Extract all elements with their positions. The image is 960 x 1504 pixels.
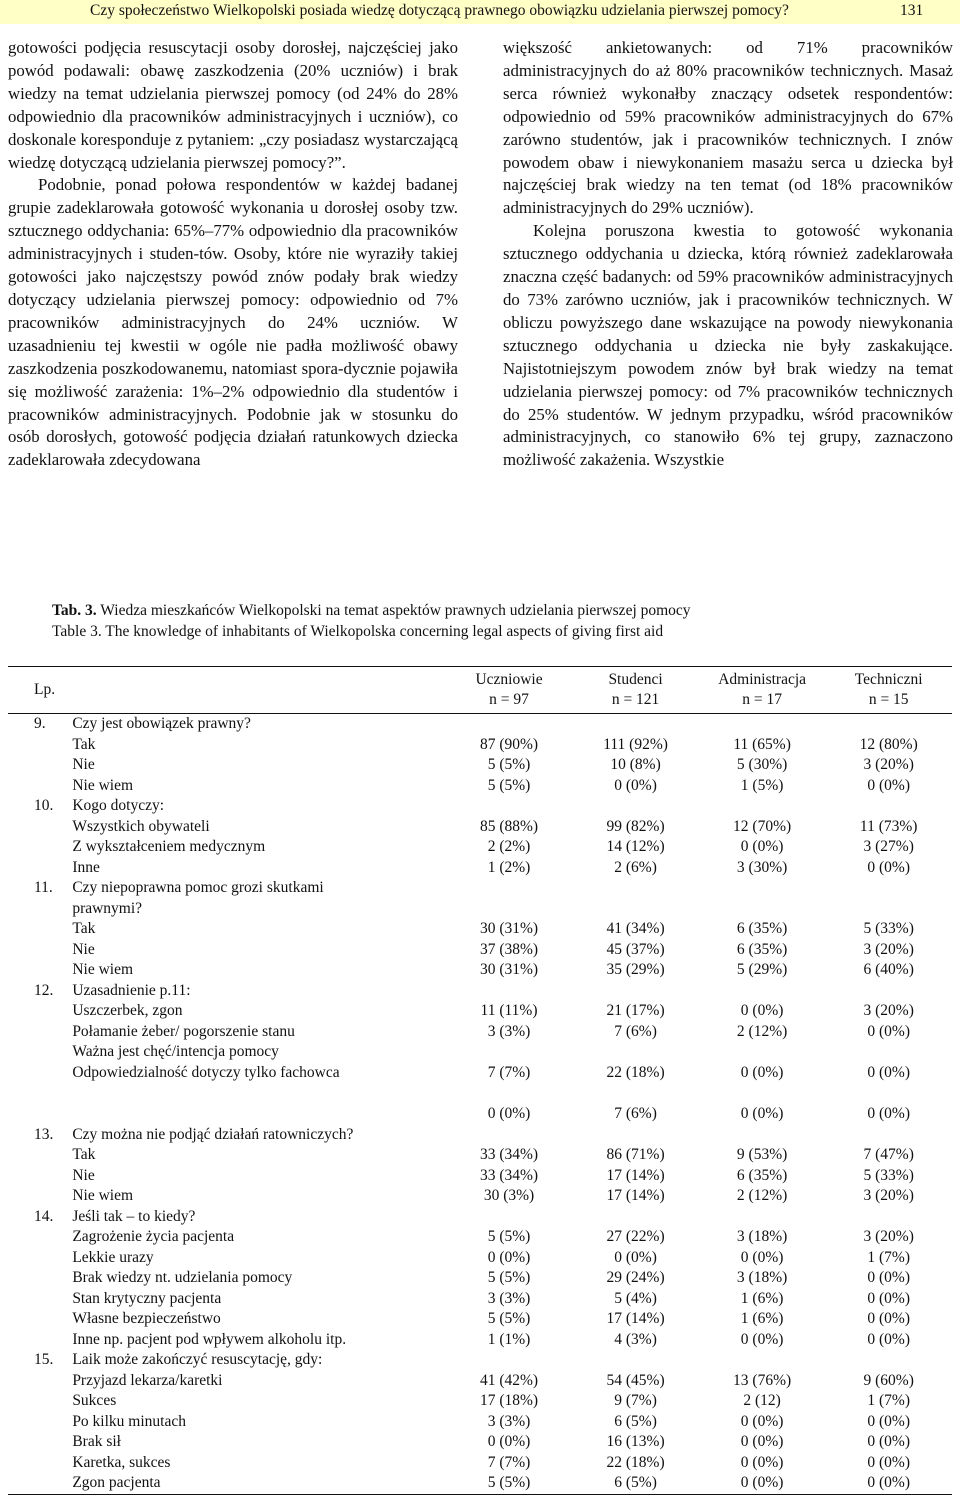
empty-cell [572,796,699,817]
table-cell: 1 (1%) [487,1330,531,1348]
table-row [8,817,952,838]
empty-cell [699,1207,826,1228]
table-cell: 11 (73%) [859,817,918,835]
table-cell: 3 (18%) [736,1228,788,1245]
table-cell: Karetka, sukces [72,1453,171,1471]
table-row [8,858,952,879]
table-cell: 3 (27%) [863,838,914,855]
table-row [8,1268,952,1289]
cell-text-line: n = 97 [489,691,529,708]
empty-cell [572,1083,699,1104]
table-cell: Uzasadnienie p.11: [72,981,191,999]
table-cell: 45 (37%) [606,940,665,958]
table-cell: 0 (0%) [740,1330,784,1348]
table-cell: Połamanie żeber/ pogorszenie stanu [72,1022,295,1040]
table-row [8,1145,952,1166]
running-header-title: Czy społeczeństwo Wielkopolski posiada wiedzę dotyczącą prawnego obowiązku udzielania pierwszej pomocy? [90,2,789,19]
table-cell: 3 (3%) [487,1289,531,1307]
cell-text-line: prawnymi? [72,899,143,917]
table-cell: 33 (34%) [479,1166,539,1184]
table-cell: 0 (0%) [867,1289,910,1307]
paragraph: Podobnie, ponad połowa respondentów w każdej badanej grupie zadeklarowała gotowość wykonania u dorosłej osoby tzw. sztucznego oddychania: 65%–77% odpowiednio dla pracowników administracyjnych i studen-tów. Osoby, które nie wyraziły takiej gotowości jako najczęstszy powód znów podały brak wiedzy dotyczący udzielania pierwszej pomocy: odpowiednio od 7% pracowników administracyjnych do 24% uczniów. W uzasadnieniu tej kwestii w ogóle nie padła możliwość obawy zaszkodzenia poszkodowanemu, natomiast spora-dycznie pojawiła się możliwość zarażenia: 1%–2% odpowiednio dla studentów i pracowników administracyjnych. Podobnie jak w stosunku do osób dorosłych, gotowość podjęcia działań ratunkowych dziecka zadeklarowała zdecydowana [8,175,458,470]
empty-cell [8,1330,72,1351]
table-cell: 0 (0%) [867,858,910,876]
empty-cell [8,1391,72,1412]
table-row [8,940,952,961]
table-cell: 0 (0%) [487,1433,531,1450]
table-row [8,1371,952,1392]
table-cell: 0 (0%) [740,1063,784,1081]
empty-cell [8,776,72,797]
table-cell: 0 (0%) [614,776,657,794]
table-cell: 12. [34,981,54,999]
table-row [8,1432,952,1453]
table-cell: Ważna jest chęć/intencja pomocy [72,1043,279,1060]
empty-cell [446,1207,573,1228]
data-table [8,666,952,1495]
cell-text-line: Techniczni [854,670,923,688]
header-studenci [572,667,699,714]
table-cell: 2 (12) [743,1392,781,1409]
table-cell: 1 (6%) [740,1310,784,1327]
table-row [8,776,952,797]
table-cell: 15. [34,1351,54,1368]
table-cell: Sukces [72,1392,117,1409]
empty-cell [8,817,72,838]
empty-cell [446,796,573,817]
table-cell: 5 (5%) [446,1473,573,1494]
cell-text-line: Studenci [608,670,663,688]
table-cell: 6 (40%) [863,961,914,978]
empty-cell [8,1473,72,1494]
empty-cell [8,1166,72,1187]
empty-cell [699,714,826,735]
table-row [8,735,952,756]
table-cell: Nie [72,940,95,958]
table-cell: 3 (20%) [863,1002,914,1019]
table-row [8,878,952,919]
empty-cell [446,1125,573,1146]
table-cell: 1 (5%) [740,776,784,794]
table-cell: 0 (0%) [487,1248,531,1266]
table-cell: Własne bezpieczeństwo [72,1310,221,1327]
table-cell: 1 (7%) [867,1392,910,1409]
cell-text-line: n = 15 [868,691,909,708]
table-row [8,1289,952,1310]
empty-cell [446,1083,573,1104]
table-cell: 1 (6%) [740,1289,784,1307]
table-cell: 0 (0%) [740,1248,784,1266]
table-row [8,960,952,981]
table-cell: 0 (0%) [740,838,784,855]
table-cell: 0 (0%) [867,1433,910,1450]
page-number: 131 [900,2,924,19]
table-cell: 7 (6%) [614,1105,657,1122]
table-row [8,1001,952,1022]
empty-cell [8,1145,72,1166]
table-cell: 5 (5%) [487,1228,531,1245]
table-row [8,1125,952,1146]
paragraph: Kolejna poruszona kwestia to gotowość wykonania sztucznego oddychania u dziecka, którą również zadeklarowała znaczna część badanych: od 59% pracowników administracyjnych do 73% zarówno uczniów, jak i pracowników technicznych. W obliczu powyższego dane wskazujące na powody niewykonania sztucznego oddychania u dziecka nie były zaskakujące. Najistotniejszym powodem znów był brak wiedzy na temat udzielania pierwszej pomocy: od 7% pracowników technicznych do 25% studentów. W jednym przypadku, wśród pracowników administracyjnych, co stanowiło 6% tej grupy, zaznaczono możliwość zakażenia. Wszystkie [503,221,953,470]
table-cell: 7 (7%) [487,1453,531,1471]
table-cell: 13. [34,1125,54,1143]
table-caption-en: Table 3. The knowledge of inhabitants of Wielkopolska concerning legal aspects of giving first aid [52,622,664,640]
table-cell: 3 (20%) [863,940,914,958]
table-spacer [8,1083,952,1104]
table-cell: 6 (35%) [736,1166,788,1184]
table-cell: 54 (45%) [606,1371,665,1389]
text-column-right [503,37,953,472]
table-cell: 12 (70%) [733,817,792,835]
table-cell: 0 (0%) [614,1248,657,1266]
empty-cell [8,1453,72,1474]
table-cell: 87 (90%) [479,735,539,753]
empty-cell [8,1022,72,1043]
table-cell: 0 (0%) [867,1105,910,1122]
table-cell: Nie wiem [72,1187,134,1204]
table-cell: 3 (18%) [736,1269,788,1286]
table-cell: 0 (0%) [867,1453,910,1471]
table-cell: 16 (13%) [606,1433,665,1450]
table-row [8,1042,952,1063]
table-caption-pl: Wiedza mieszkańców Wielkopolski na temat aspektów prawnych udzielania pierwszej pomocy [100,602,691,619]
table-cell: 3 (20%) [863,1228,914,1245]
table-cell: 3 (3%) [487,1022,531,1040]
table-cell: 21 (17%) [606,1002,665,1019]
table-cell: Odpowiedzialność dotyczy tylko fachowca [72,1063,340,1081]
table-cell: Czy jest obowiązek prawny? [72,715,251,732]
running-header [0,0,960,24]
table-cell: 0 (0%) [867,1022,910,1040]
empty-cell [446,878,573,919]
table-cell: 11. [34,879,53,896]
table-row [8,1391,952,1412]
table-cell: 6 (35%) [736,920,788,937]
table-cell: Zagrożenie życia pacjenta [72,1228,235,1245]
table-cell: Inne [72,858,100,876]
table-cell: 9 (7%) [614,1392,657,1409]
table-cell: 9 (53%) [736,1146,788,1163]
table-row [8,919,952,940]
table-cell: 5 (29%) [736,961,788,978]
empty-cell [8,1042,72,1063]
table-cell: 3 (20%) [863,756,914,773]
table-row [8,837,952,858]
table-row [8,1453,952,1474]
table-cell: 3 (20%) [863,1187,914,1204]
table-cell: 0 (0%) [867,1063,910,1081]
table-row [8,755,952,776]
table-cell: 0 (0%) [699,1473,826,1494]
table-cell: 5 (5%) [487,1310,531,1327]
paragraph: gotowości podjęcia resuscytacji osoby dorosłej, najczęściej jako powód podawali: obawę zaszkodzenia (20% uczniów) i brak wiedzy na temat udzielania pierwszej pomocy (od 24% do 28% odpowiednio dla pracowników administracyjnych i uczniów), co doskonale koresponduje z pytaniem: „czy posiadasz wystarczającą wiedzę dotyczącą udzielania pierwszej pomocy?”. [8,38,458,172]
empty-cell [825,1207,952,1228]
table-cell: Stan krytyczny pacjenta [72,1289,222,1307]
table-cell: 29 (24%) [606,1269,665,1286]
table-row [8,1473,952,1494]
table-cell: 2 (2%) [487,838,531,855]
table-cell: Z wykształceniem medycznym [72,838,266,855]
table-cell: Po kilku minutach [72,1412,186,1430]
empty-cell [8,1268,72,1289]
empty-cell [8,755,72,776]
table-cell: Brak wiedzy nt. udzielania pomocy [72,1269,293,1286]
table-cell: 9 (60%) [863,1371,914,1389]
table-cell: 0 (0%) [867,1412,910,1430]
empty-cell [8,1432,72,1453]
table-cell: 5 (30%) [736,756,788,773]
table-cell: 5 (4%) [614,1289,657,1307]
empty-cell [72,1104,445,1125]
table-cell: Uszczerbek, zgon [72,1002,183,1019]
table-cell: 0 (0%) [487,1105,531,1122]
empty-cell [8,1289,72,1310]
table-row [8,1330,952,1351]
table-cell: 41 (42%) [479,1371,539,1389]
table-cell: Kogo dotyczy: [72,797,165,814]
empty-cell [699,1125,826,1146]
table-cell: 1 (7%) [867,1248,910,1266]
table-cell: 10 (8%) [610,756,661,773]
cell-text-line: Czy niepoprawna pomoc grozi skutkami [72,879,324,896]
table-cell: 5 (5%) [487,776,531,794]
table-cell: 11 (65%) [733,735,791,753]
table-cell: Inne np. pacjent pod wpływem alkoholu itp. [72,1330,347,1348]
table-cell: 27 (22%) [606,1228,665,1245]
table-cell: 0 (0%) [867,1330,910,1348]
empty-cell [72,1083,445,1104]
table-row [8,1022,952,1043]
table-cell: 0 (0%) [867,1269,910,1286]
table-cell: 0 (0%) [740,1433,784,1450]
empty-cell [825,714,952,735]
cell-text-line: n = 121 [611,691,660,708]
table-cell: Tak [72,1146,96,1163]
table-cell: 0 (0%) [740,1105,784,1122]
table-cell: 11 (11%) [480,1002,538,1019]
table-cell: 7 (6%) [614,1022,657,1040]
table-cell: 22 (18%) [606,1063,665,1081]
empty-cell [572,1207,699,1228]
empty-cell [446,1042,573,1063]
table-row [8,1063,952,1084]
table-cell: 6 (5%) [572,1473,699,1494]
table-row [8,1309,952,1330]
table-cell: 10. [34,797,54,814]
table-cell: 30 (3%) [483,1187,535,1204]
table-cell: 0 (0%) [740,1412,784,1430]
empty-cell [8,1186,72,1207]
table-cell: Nie wiem [72,776,134,794]
table-row [8,1166,952,1187]
empty-cell [8,735,72,756]
table-row [8,1104,952,1125]
empty-cell [572,714,699,735]
table-cell: Tak [72,920,96,937]
table-cell: 17 (18%) [479,1392,539,1409]
empty-cell [8,960,72,981]
header-administracja [699,667,826,714]
table-cell: Lekkie urazy [72,1248,154,1266]
table-cell: Nie wiem [72,961,134,978]
empty-cell [8,858,72,879]
empty-cell [572,878,699,919]
table-cell: 13 (76%) [733,1371,792,1389]
table-cell: 7 (47%) [863,1146,914,1163]
empty-cell [572,1350,699,1371]
table-cell: 6 (5%) [614,1412,657,1430]
empty-cell [8,1371,72,1392]
cell-text-line: Administracja [718,670,807,688]
table-cell: 35 (29%) [606,961,665,978]
empty-cell [825,1083,952,1104]
table-cell [72,878,445,919]
table-cell: 33 (34%) [479,1146,539,1163]
empty-cell [825,981,952,1002]
empty-cell [8,1248,72,1269]
table-cell: 6 (35%) [736,940,788,958]
empty-cell [572,981,699,1002]
empty-cell [825,1042,952,1063]
table-row [8,796,952,817]
table-cell: Wszystkich obywateli [72,817,210,835]
empty-cell [8,1104,72,1125]
empty-cell [8,1227,72,1248]
table-row [8,1350,952,1371]
table-caption [52,601,691,642]
table-cell: 0 (0%) [825,1473,952,1494]
table-row [8,1186,952,1207]
table-cell: Czy można nie podjąć działań ratowniczych? [72,1125,354,1143]
table-cell: 3 (30%) [736,858,788,876]
empty-cell [699,1042,826,1063]
table-cell: 4 (3%) [614,1330,657,1348]
empty-cell [572,1125,699,1146]
table-row [8,981,952,1002]
table-cell: 2 (12%) [736,1187,788,1204]
table-cell: 30 (31%) [479,920,539,937]
empty-cell [8,837,72,858]
text-column-left [8,37,458,472]
table-cell: 0 (0%) [867,1310,910,1327]
table-cell: 17 (14%) [606,1310,665,1327]
table-cell: 14. [34,1207,54,1225]
cell-text-line: Uczniowie [475,670,543,688]
empty-cell [8,1412,72,1433]
table-cell: 30 (31%) [479,961,539,978]
table-cell: 12 (80%) [859,735,918,753]
empty-cell [8,940,72,961]
table-cell: Tak [72,735,96,753]
table-cell: 2 (12%) [736,1022,788,1040]
empty-cell [446,1350,573,1371]
empty-cell [825,878,952,919]
header-uczniowie [446,667,573,714]
empty-cell [8,1083,72,1104]
table-cell: 99 (82%) [606,817,665,835]
header-technicy [825,667,952,714]
header-question [72,667,445,714]
table-cell: Nie [72,1166,95,1184]
empty-cell [8,1309,72,1330]
table-cell: 5 (5%) [487,1269,531,1286]
table-cell: Przyjazd lekarza/karetki [72,1371,223,1389]
cell-text-line: n = 17 [742,691,782,708]
header-lp: Lp. [34,680,56,698]
table-cell: 22 (18%) [606,1453,665,1471]
empty-cell [8,1001,72,1022]
table-cell: 2 (6%) [614,858,657,876]
empty-cell [825,1125,952,1146]
table-row [8,714,952,735]
table-cell: 14 (12%) [606,838,665,855]
table-cell: 111 (92%) [603,735,668,753]
empty-cell [8,1063,72,1084]
table-caption-label: Tab. 3. [52,602,97,619]
table-cell: Zgon pacjenta [72,1473,445,1494]
empty-cell [825,1350,952,1371]
table-cell: 41 (34%) [606,920,665,937]
table-cell: 5 (5%) [487,756,531,773]
table-row [8,1227,952,1248]
table-cell: 7 (7%) [487,1063,531,1081]
empty-cell [699,796,826,817]
empty-cell [8,919,72,940]
table-cell: 86 (71%) [606,1146,665,1163]
table-row [8,1248,952,1269]
empty-cell [699,878,826,919]
table-cell: 85 (88%) [479,817,539,835]
table-cell: Laik może zakończyć resuscytację, gdy: [72,1351,323,1368]
table-cell: Jeśli tak – to kiedy? [72,1207,196,1225]
table-cell: 1 (2%) [487,858,531,876]
table-cell: 0 (0%) [867,776,910,794]
empty-cell [699,981,826,1002]
table-cell: 5 (33%) [863,1166,914,1184]
paragraph: większość ankietowanych: od 71% pracowników administracyjnych do aż 80% pracowników technicznych. Masaż serca również wykonałby znaczący odsetek respondentów: odpowiednio od 59% pracowników administracyjnych do 67% zarówno studentów, jak i pracowników technicznych. I znów powodem obaw i niewykonaniem masażu serca u dziecka był najczęściej brak wiedzy na ten temat (od 18% pracowników administracyjnych do 29% uczniów). [503,38,953,218]
empty-cell [699,1083,826,1104]
empty-cell [446,714,573,735]
table-cell: 17 (14%) [606,1187,665,1204]
table-cell: 0 (0%) [740,1453,784,1471]
table-cell: Nie [72,756,95,773]
empty-cell [825,796,952,817]
table-cell: 5 (33%) [863,920,914,937]
empty-cell [446,981,573,1002]
table-cell: 9. [34,715,46,732]
table-cell: 17 (14%) [606,1166,665,1184]
empty-cell [572,1042,699,1063]
table-cell: 3 (3%) [487,1412,531,1430]
table-header-row [8,667,952,714]
table-cell: Brak sił [72,1433,121,1450]
table-row [8,1207,952,1228]
table-row [8,1412,952,1433]
table-cell: 37 (38%) [479,940,539,958]
empty-cell [699,1350,826,1371]
table-cell: 0 (0%) [740,1002,784,1019]
